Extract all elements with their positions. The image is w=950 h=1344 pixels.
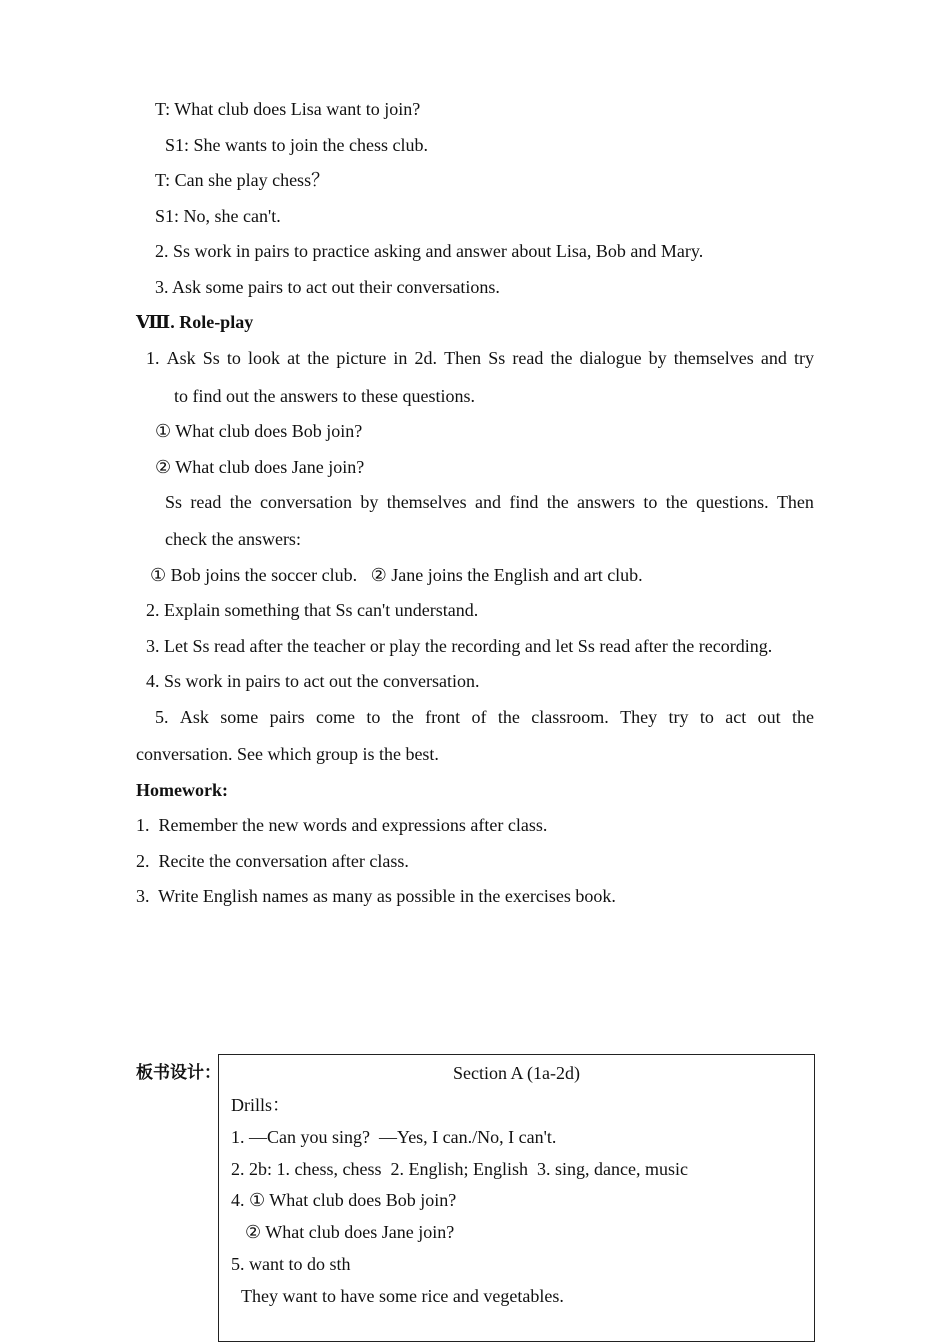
word: by — [360, 492, 379, 512]
word: Ss — [488, 348, 506, 368]
word: try — [793, 348, 814, 368]
word: 1. — [146, 348, 160, 368]
word: to — [699, 707, 714, 727]
roleplay-heading: Ⅷ. Role-play — [136, 312, 254, 332]
word: Then — [776, 492, 814, 512]
word: come — [316, 707, 355, 727]
roleplay-item-2: 2. Explain something that Ss can't understand. — [146, 600, 479, 620]
word: find — [509, 492, 539, 512]
word: the — [229, 492, 252, 512]
roleplay-paragraph-line-2: check the answers: — [165, 529, 301, 549]
word: act — [725, 707, 747, 727]
board-title: Section A (1a-2d) — [453, 1063, 580, 1083]
word: classroom. — [531, 707, 609, 727]
roleplay-item-1-line-1 — [146, 347, 814, 369]
board-line-2: 2. 2b: 1. chess, chess 2. English; English 3. sing, dance, music — [231, 1159, 688, 1179]
board-line-6: They want to have some rice and vegetables. — [241, 1286, 564, 1306]
word: read — [512, 348, 544, 368]
word: at — [287, 348, 301, 368]
board-line-5: 5. want to do sth — [231, 1254, 351, 1274]
word: read — [190, 492, 222, 512]
word: Ss — [202, 348, 220, 368]
roleplay-question-2: ② What club does Jane join? — [155, 457, 365, 477]
word: the — [307, 348, 330, 368]
word: questions. — [696, 492, 769, 512]
homework-item: 2. Recite the conversation after class. — [136, 851, 409, 871]
roleplay-paragraph-line-1 — [165, 491, 814, 513]
word: picture — [336, 348, 387, 368]
roleplay-answers: ① Bob joins the soccer club. ② Jane joins the English and art club. — [150, 565, 643, 585]
word: Then — [444, 348, 482, 368]
word: the — [792, 707, 814, 727]
word: Ask — [179, 707, 209, 727]
dialogue-teacher-question: T: What club does Lisa want to join? — [155, 99, 421, 119]
word: by — [648, 348, 667, 368]
dialogue-teacher-question-2: T: Can she play chess？ — [155, 170, 330, 190]
roleplay-item-3: 3. Let Ss read after the teacher or play the recording and let Ss read after the recording. — [146, 636, 773, 656]
homework-heading: Homework: — [136, 780, 228, 800]
roleplay-item-5-line-2: conversation. See which group is the best. — [136, 744, 439, 764]
word: They — [620, 707, 658, 727]
word: some — [220, 707, 259, 727]
word: try — [668, 707, 689, 727]
word: 5. — [155, 707, 169, 727]
roleplay-item-1-line-2: to find out the answers to these questions. — [174, 386, 475, 406]
word: Ask — [166, 348, 196, 368]
word: and — [760, 348, 787, 368]
word: pairs — [269, 707, 305, 727]
board-line-1: 1. —Can you sing? —Yes, I can./No, I can't. — [231, 1127, 557, 1147]
word: of — [471, 707, 487, 727]
dialogue-student-answer: S1: She wants to join the chess club. — [165, 135, 428, 155]
word: look — [247, 348, 280, 368]
board-design-label: 板书设计： — [136, 1063, 221, 1083]
word: out — [757, 707, 781, 727]
homework-item: 3. Write English names as many as possible in the exercises book. — [136, 886, 616, 906]
word: themselves — [386, 492, 467, 512]
word: and — [475, 492, 502, 512]
word: 2d. — [414, 348, 438, 368]
board-line-4: ② What club does Jane join? — [245, 1222, 455, 1242]
roleplay-question-1: ① What club does Bob join? — [155, 421, 363, 441]
word: Ss — [165, 492, 183, 512]
board-line-3: 4. ① What club does Bob join? — [231, 1190, 457, 1210]
roleplay-item-4: 4. Ss work in pairs to act out the conversation. — [146, 671, 480, 691]
word: answers — [577, 492, 636, 512]
step-3-act-out: 3. Ask some pairs to act out their conversations. — [155, 277, 500, 297]
board-drills-label: Drills： — [231, 1095, 291, 1115]
word: the — [550, 348, 573, 368]
word: the — [497, 707, 520, 727]
dialogue-student-answer-2: S1: No, she can't. — [155, 206, 281, 226]
roleplay-item-5-line-1 — [155, 706, 814, 728]
word: themselves — [673, 348, 754, 368]
word: front — [425, 707, 461, 727]
word: the — [546, 492, 569, 512]
word: in — [393, 348, 408, 368]
word: the — [665, 492, 688, 512]
word: dialogue — [579, 348, 642, 368]
word: conversation — [260, 492, 352, 512]
word: to — [366, 707, 381, 727]
word: to — [226, 348, 241, 368]
step-2-pairwork: 2. Ss work in pairs to practice asking and answer about Lisa, Bob and Mary. — [155, 241, 704, 261]
homework-item: 1. Remember the new words and expressions after class. — [136, 815, 548, 835]
word: to — [643, 492, 658, 512]
word: the — [391, 707, 414, 727]
